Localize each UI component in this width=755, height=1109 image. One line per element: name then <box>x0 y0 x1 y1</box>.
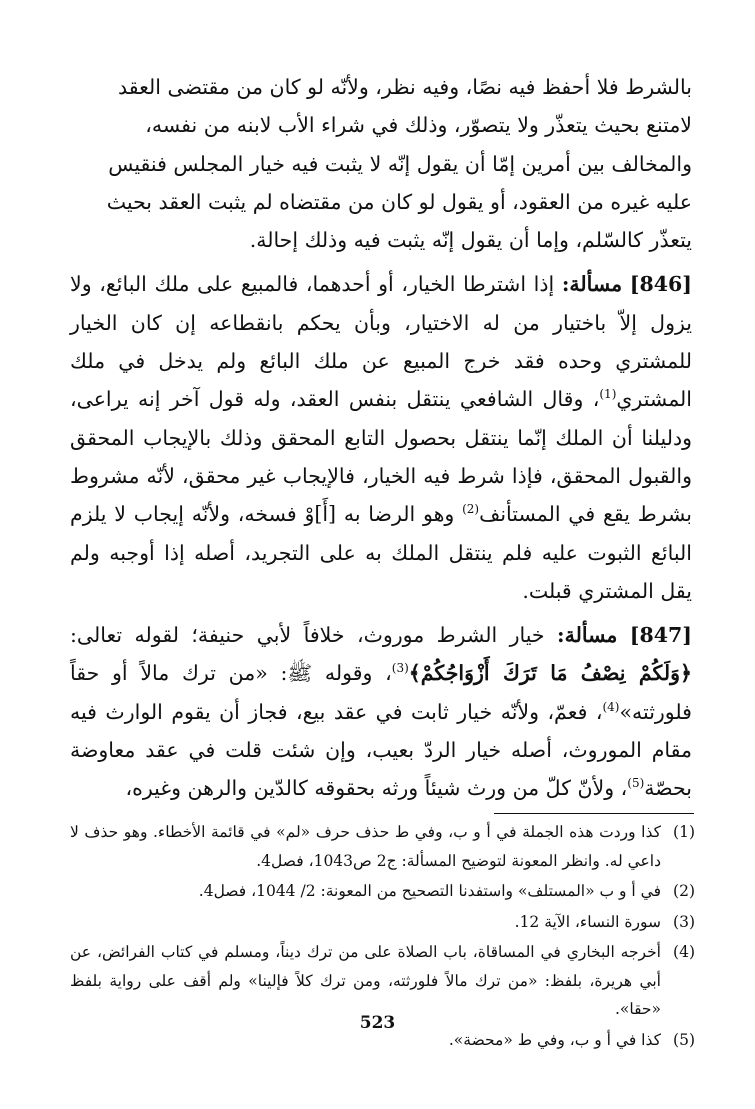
footnote-text: سورة النساء، الآية 12. <box>514 912 661 931</box>
paragraph-text: خيار الشرط موروث، خلافاً لأبي حنيفة؛ لقوله تعالى: <box>70 623 545 648</box>
paragraph-text: وهو الرضا به [أَ]وْ فسخه، ولأنّه إيجاب لا يلزم البائع الثبوت عليه فلم ينتقل الملك به على التجريد، أصله إذا أوجبه ولم يقل المشتري قبلت. <box>70 502 692 603</box>
footnote-ref[interactable]: (3) <box>391 661 409 676</box>
paragraph-text: ، وقوله ﷺ: «من ترك مالاً أو حقاً فلورثته» <box>70 661 692 724</box>
issue-heading: مسألة: <box>557 623 618 648</box>
footnote-number: (4) <box>673 943 695 961</box>
footnote-ref[interactable]: (4) <box>602 699 620 714</box>
main-text <box>70 68 692 808</box>
paragraph-intro <box>70 68 692 259</box>
footnote-text: أخرجه البخاري في المساقاة، باب الصلاة على من ترك ديناً، ومسلم في كتاب الفرائض، عن أبي هريرة، بلفظ: «من ترك مالاً فلورثته، ومن ترك كلاً فإلينا» ولم أقف على رواية بلفظ «حقا». <box>70 943 661 1018</box>
footnote-3 <box>70 908 695 937</box>
footnote-text: كذا وردت هذه الجملة في أ و ب، وفي ط حذف حرف «لم» في قائمة الأخطاء. وهو حذف لا داعي له. وانظر المعونة لتوضيح المسألة: ج2 ص1043، فصل4. <box>70 823 661 870</box>
footnote-separator <box>494 813 694 814</box>
footnote-number: (1) <box>673 823 695 841</box>
quran-verse: ﴿وَلَكُمْ نِصْفُ مَا تَرَكَ أَزْوَاجُكُمْ﴾ <box>408 661 692 686</box>
paragraph-text: ، فعمّ، ولأنّه خيار ثابت في عقد بيع، فجاز أن يقوم الوارث فيه مقام الموروث، أصله خيار الردّ بعيب، وإن شئت قلت في عقد معاوضة بحصّة <box>70 699 692 801</box>
paragraph-issue-847 <box>70 616 692 807</box>
paragraph-text: إذا اشترطا الخيار، أو أحدهما، فالمبيع على ملك البائع، ولا يزول إلاّ باختيار من له الاختيار، وبأن يحكم بانقطاعه إن كان الخيار للمشتري وحده فقد خرج المبيع عن ملك البائع ولم يدخل في ملك المشتري <box>70 272 692 412</box>
footnote-text: كذا في أ و ب، وفي ط «محضة». <box>448 1030 661 1049</box>
footnote-ref[interactable]: (2) <box>462 502 480 517</box>
paragraph-text: ، وقال الشافعي ينتقل بنفس العقد، وله قول آخر إنه يراعى، ودليلنا أن الملك إنّما ينتقل بحصول التابع المحقق وذلك بالإيجاب المحقق والقبول المحقق، فإذا شرط فيه الخيار، فالإيجاب غير محقق، لأنّه مشروط بشرط يقع في المستأنف <box>70 387 692 527</box>
paragraph-text: ، ولأنّ كلّ من ورث شيئاً ورثه بحقوقه كالدّين والرهن وغيره، <box>125 776 628 801</box>
footnote-4 <box>70 938 695 1024</box>
footnote-text: في أ و ب «المستلف» واستفدنا التصحيح من المعونة: 2/ 1044، فصل4. <box>198 882 661 900</box>
footnote-number: (5) <box>673 1030 695 1049</box>
page-number: 523 <box>359 1013 396 1033</box>
issue-heading: مسألة: <box>561 272 623 297</box>
footnote-ref[interactable]: (5) <box>627 776 645 791</box>
footnote-1 <box>70 818 695 875</box>
footnote-number: (2) <box>673 882 695 900</box>
issue-number: [847] <box>629 623 692 648</box>
footnote-2 <box>70 877 695 906</box>
issue-number: [846] <box>629 272 692 297</box>
paragraph-text: بالشرط فلا أحفظ فيه نصًا، وفيه نظر، ولأنّه لو كان من مقتضى العقد لامتنع بحيث يتعذّر ولا يتصوّر، وذلك في شراء الأب لابنه من نفسه، والمخالف بين أمرين إمّا أن يقول إنّه لا يثبت فيه خيار المجلس فنقيس عليه غيره من العقود، أو يقول لو كان من مقتضاه لم يثبت العقد بحيث يتعذّر كالسّلم، وإما أن يقول إنّه يثبت فيه وذلك إحالة. <box>106 75 692 253</box>
footnote-number: (3) <box>673 912 695 931</box>
footnote-ref[interactable]: (1) <box>599 387 617 402</box>
paragraph-issue-846 <box>70 265 692 610</box>
